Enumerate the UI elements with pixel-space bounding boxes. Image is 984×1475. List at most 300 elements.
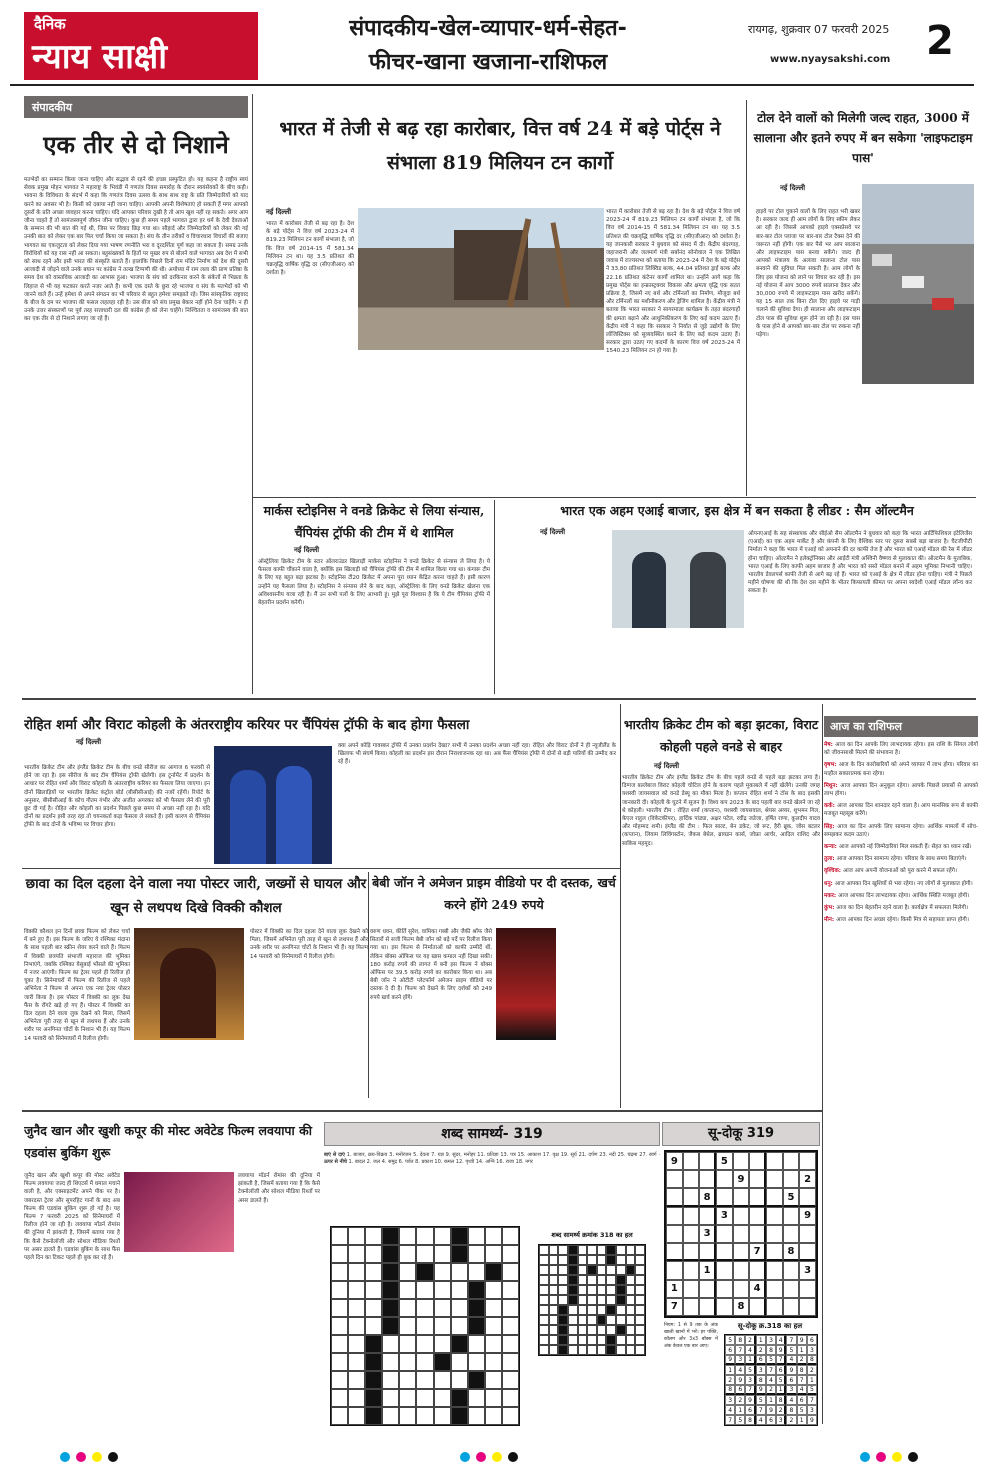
sudoku-solution-cell: 1 [735,1405,745,1415]
sudoku-solution-cell: 8 [735,1335,745,1345]
crossword-cell[interactable] [416,1317,433,1335]
crossword-cell[interactable] [434,1371,451,1389]
crossword-solution-cell [626,1275,636,1285]
page-number: 2 [926,18,954,64]
sudoku-cell[interactable] [799,1188,816,1206]
crossword-cell[interactable] [485,1263,502,1281]
crossword-grid[interactable] [330,1226,520,1426]
crossword-cell[interactable] [416,1371,433,1389]
crossword-cell[interactable] [502,1227,519,1245]
sudoku-cell[interactable] [766,1207,783,1225]
sudoku-cell[interactable] [666,1188,683,1206]
crossword-cell[interactable] [331,1281,348,1299]
sudoku-cell[interactable] [716,1261,733,1279]
toll-body: हाइवे पर टोल चुकाने वालों के लिए राहत भरी खबर है। सरकार जल्द ही आम लोगों के लिए स्कीम लेकर आ रही है। जिससे आपको हाइवे एक्सप्रेसवे पर बार-बार टोल प्लाजा पर बार-बार टोल टैक्स देने की जरूरत नहीं होगी। एक बार पैसे भर आप सालाना और लाइफटाइम पास बनवा सकेंगे। जल्द ही आपको मंत्रालय के अलावा सालाना टोल पास बनवाने की सुविधा मिल सकती है। आम लोगों के लिए इस योजना को लाने पर विचार कर रही है। इस नई योजना में आप 3000 रुपये सालाना देकर और 30,000 रुपये में लाइफटाइम पास खरीद सकेंगे। यह 15 साल तक बिना टोल दिए हाइवे पर गाड़ी चलाने की सुविधा देगा। ही सालाना और लाइफटाइम टोल पास की सुविधा शुरू होने जा रही है। इस पास के पास होने से आपको बार-बार टोल पर रुकना नहीं पड़ेगा। [756,209,860,339]
divider-row2 [22,698,976,700]
sudoku-cell[interactable] [733,1152,750,1170]
crossword-cell[interactable] [434,1299,451,1317]
sudoku-cell[interactable] [683,1225,700,1243]
crossword-cell[interactable] [434,1245,451,1263]
crossword-cell[interactable] [365,1317,382,1335]
crossword-cell[interactable] [451,1371,468,1389]
crossword-solution-cell [558,1275,568,1285]
crossword-cell[interactable] [382,1371,399,1389]
crossword-cell[interactable] [434,1389,451,1407]
crossword-cell[interactable] [485,1281,502,1299]
header-rule [10,84,974,86]
crossword-cell[interactable] [331,1353,348,1371]
sudoku-solution-cell: 9 [745,1395,755,1405]
crossword-cell[interactable] [485,1299,502,1317]
crossword-solution-cell [578,1325,588,1335]
crossword-cell[interactable] [331,1245,348,1263]
crossword-cell[interactable] [399,1245,416,1263]
sudoku-cell[interactable]: 2 [799,1170,816,1188]
sudoku-solution-cell: 4 [797,1385,807,1395]
crossword-cell[interactable] [365,1299,382,1317]
sudoku-cell[interactable] [683,1170,700,1188]
sudoku-cell[interactable] [733,1280,750,1298]
crossword-solution-cell [539,1315,549,1325]
crossword-cell[interactable] [331,1389,348,1407]
sudoku-cell[interactable] [699,1170,716,1188]
sudoku-cell[interactable] [733,1261,750,1279]
sudoku-solution-cell: 2 [725,1375,735,1385]
sudoku-solution-cell: 4 [786,1395,796,1405]
crossword-cell[interactable] [502,1389,519,1407]
rashifal-item [824,843,978,851]
divider-stoinis-ai [494,500,495,694]
crossword-cell[interactable] [348,1281,365,1299]
crossword-cell[interactable] [416,1281,433,1299]
sudoku-cell[interactable] [766,1280,783,1298]
sudoku-cell[interactable] [749,1152,766,1170]
crossword-cell[interactable] [502,1353,519,1371]
sudoku-solution-cell: 7 [745,1385,755,1395]
chhaava-poster [134,928,244,1040]
sudoku-cell[interactable]: 9 [733,1170,750,1188]
crossword-cell[interactable] [502,1281,519,1299]
sudoku-solution-cell: 8 [745,1415,755,1425]
crossword-cell[interactable] [382,1299,399,1317]
crossword-cell[interactable] [348,1299,365,1317]
ai-city: नई दिल्ली [540,528,566,536]
sudoku-cell[interactable]: 4 [749,1280,766,1298]
crossword-solution-cell [587,1265,597,1275]
crossword-solution-cell [558,1245,568,1255]
crossword-cell[interactable] [365,1353,382,1371]
sudoku-cell[interactable]: 7 [666,1298,683,1316]
crossword-cell[interactable] [434,1263,451,1281]
crossword-cell[interactable] [365,1389,382,1407]
sudoku-cell[interactable] [749,1261,766,1279]
sudoku-cell[interactable] [699,1243,716,1261]
sudoku-solution-cell: 3 [745,1375,755,1385]
crossword-cell[interactable] [468,1245,485,1263]
crossword-cell[interactable] [399,1299,416,1317]
sudoku-solution-cell: 3 [766,1335,776,1345]
crossword-cell[interactable] [416,1245,433,1263]
sudoku-solution-cell: 7 [807,1395,817,1405]
crossword-cell[interactable] [365,1407,382,1425]
crossword-solution-cell [606,1335,616,1345]
ai-article [500,500,974,692]
crossword-cell[interactable] [434,1317,451,1335]
crossword-cell[interactable] [451,1353,468,1371]
crossword-solution-cell [597,1325,607,1335]
crossword-cell[interactable] [468,1227,485,1245]
crossword-solution-cell [578,1285,588,1295]
crossword-cell[interactable] [485,1353,502,1371]
sudoku-cell[interactable]: 5 [716,1152,733,1170]
crossword-solution-cell [568,1275,578,1285]
sudoku-cell[interactable] [799,1280,816,1298]
crossword-cell[interactable] [365,1263,382,1281]
crossword-cell[interactable] [348,1227,365,1245]
virat-injury-article [622,714,820,1108]
rashifal-item [824,761,978,777]
crossword-solution-cell [558,1285,568,1295]
crossword-cell[interactable] [468,1407,485,1425]
crossword-cell[interactable] [416,1299,433,1317]
sudoku-cell[interactable] [783,1225,800,1243]
sudoku-solution-grid [724,1334,818,1426]
rashifal-sign: मिथुन: [824,782,841,789]
sudoku-cell[interactable] [733,1225,750,1243]
crossword-cell[interactable] [365,1335,382,1353]
sudoku-cell[interactable] [699,1152,716,1170]
sudoku-cell[interactable] [783,1170,800,1188]
sudoku-cell[interactable] [783,1280,800,1298]
crossword-solution-cell [558,1295,568,1305]
sudoku-cell[interactable]: 3 [799,1261,816,1279]
crossword-cell[interactable] [485,1407,502,1425]
sudoku-cell[interactable] [766,1152,783,1170]
sudoku-solution-cell: 5 [807,1385,817,1395]
crossword-solution-cell [587,1285,597,1295]
sudoku-solution-cell: 7 [725,1415,735,1425]
crossword-cell[interactable] [468,1317,485,1335]
crossword-cell[interactable] [468,1353,485,1371]
crossword-cell[interactable] [348,1371,365,1389]
crossword-cell[interactable] [331,1407,348,1425]
sudoku-cell[interactable] [716,1170,733,1188]
crossword-solution-cell [587,1325,597,1335]
crossword-cell[interactable] [468,1335,485,1353]
sudoku-solution-cell: 4 [745,1345,755,1355]
crossword-cell[interactable] [331,1299,348,1317]
sudoku-cell[interactable] [783,1261,800,1279]
sudoku-cell[interactable] [683,1207,700,1225]
crossword-cell[interactable] [365,1371,382,1389]
sudoku-cell[interactable] [683,1188,700,1206]
rohit-body: भारतीय क्रिकेट टीम और इंग्लैंड क्रिकेट टीम के बीच वनडे सीरीज का आगाज 6 फरवरी से होने जा रहा है। इस सीरीज के बाद टीम चैंपियंस ट्रॉफी खेलेगी। इस टूर्नामेंट में प्रदर्शन के आधार पर रोहित शर्मा और विराट कोहली के अंतरराष्ट्रीय करियर का फैसला लिया जाएगा। इन दोनों खिलाड़ियों पर भारतीय क्रिकेट कंट्रोल बोर्ड (बीसीसीआई) की नजरें रहेंगी। रिपोर्ट के अनुसार, बीसीसीआई के कोच गौतम गंभीर और अजीत अगरकर को भी फैसला लेने की पूरी छूट दी गई है। रोहित और कोहली का प्रदर्शन पिछले कुछ समय से अच्छा नहीं रहा है। यदि दोनों का प्रदर्शन इसी तरह रहा तो चयनकर्ता कड़ा फैसला ले सकते हैं। इसी कारण से चैंपियंस ट्रॉफी के बाद दोनों के भविष्य पर विचार होगा। [24,765,210,829]
crossword-solution-cell [626,1245,636,1255]
stoinis-body: ऑस्ट्रेलिया क्रिकेट टीम के स्टार ऑलराउंडर खिलाड़ी मार्कस स्टोइनिस ने वनडे क्रिकेट से संन्यास ले लिया है। ये फैसला काफी चौंकाने वाला है, क्योंकि इस खिलाड़ी को चैंपियंस ट्रॉफी की टीम में शामिल किया गया था। कंगारू टीम के लिए यह बहुत बड़ा झटका है। स्टोइनिस टी20 क्रिकेट में अपना पूरा ध्यान केंद्रित करना चाहते हैं। इसी कारण उन्होंने यह फैसला लिया है। स्टोइनिस ने संन्यास लेने के बाद कहा, ऑस्ट्रेलिया के लिए वनडे क्रिकेट खेलना एक अविश्वसनीय यात्रा रही है। मैं उन सभी पलों के लिए आभारी हूं। मुझे पूरा विश्वास है कि ये टीम चैंपियंस ट्रॉफी में बेहतरीन प्रदर्शन करेगी। [258,559,490,607]
sudoku-cell[interactable] [799,1298,816,1316]
crossword-cell[interactable] [399,1353,416,1371]
crossword-cell[interactable] [331,1227,348,1245]
sudoku-solution-cell: 2 [735,1395,745,1405]
rashifal-item [824,880,978,888]
crossword-cell[interactable] [365,1227,382,1245]
sudoku-solution-cell: 1 [776,1385,786,1395]
sudoku-cell[interactable] [799,1225,816,1243]
sudoku-title: सू-दोकू 319 [707,1126,775,1141]
sudoku-cell[interactable]: 8 [733,1298,750,1316]
crossword-cell[interactable] [382,1263,399,1281]
sudoku-cell[interactable] [766,1188,783,1206]
sudoku-cell[interactable] [749,1298,766,1316]
sudoku-cell[interactable]: 1 [699,1261,716,1279]
stoinis-headline: मार्कस स्टोइनिस ने वनडे क्रिकेट से लिया संन्यास, चैंपियंस ट्रॉफी की टीम में थे शामिल [263,503,485,540]
crossword-cell[interactable] [502,1299,519,1317]
sudoku-cell[interactable] [716,1225,733,1243]
crossword-cell[interactable] [502,1407,519,1425]
crossword-cell[interactable] [399,1335,416,1353]
crossword-cell[interactable] [348,1317,365,1335]
crossword-solution-cell [578,1265,588,1275]
crossword-cell[interactable] [382,1227,399,1245]
crossword-cell[interactable] [348,1389,365,1407]
crossword-cell[interactable] [502,1245,519,1263]
rashifal-list [824,741,978,924]
sudoku-solution-cell: 6 [776,1365,786,1375]
sudoku-cell[interactable]: 8 [783,1243,800,1261]
crossword-cell[interactable] [502,1317,519,1335]
crossword-solution-cell [616,1305,626,1315]
crossword-cell[interactable] [331,1263,348,1281]
crossword-cell[interactable] [468,1299,485,1317]
crossword-cell[interactable] [348,1335,365,1353]
crossword-solution-cell [539,1305,549,1315]
crossword-solution-cell [606,1325,616,1335]
sudoku-solution-cell: 5 [735,1415,745,1425]
sudoku-cell[interactable] [683,1298,700,1316]
sudoku-cell[interactable]: 3 [699,1225,716,1243]
crossword-cell[interactable] [416,1227,433,1245]
sudoku-cell[interactable] [666,1225,683,1243]
sudoku-cell[interactable]: 7 [749,1243,766,1261]
sudoku-cell[interactable]: 8 [699,1188,716,1206]
sudoku-cell[interactable]: 9 [799,1207,816,1225]
crossword-solution-cell [568,1265,578,1275]
sudoku-cell[interactable] [749,1225,766,1243]
sudoku-cell[interactable] [783,1152,800,1170]
sudoku-cell[interactable]: 9 [666,1152,683,1170]
crossword-solution-cell [539,1275,549,1285]
crossword-solution-cell [616,1295,626,1305]
sudoku-solution-cell: 6 [735,1385,745,1395]
sudoku-cell[interactable] [666,1170,683,1188]
ai-headline: भारत एक अहम एआई बाजार, इस क्षेत्र में बन सकता है लीडर : सैम ऑल्टमैन [560,503,914,518]
crossword-solution-cell [539,1345,549,1355]
crossword-cell[interactable] [331,1371,348,1389]
crossword-cell[interactable] [451,1335,468,1353]
website-link[interactable]: www.nyaysakshi.com [770,54,891,65]
crossword-cell[interactable] [434,1335,451,1353]
crossword-cell[interactable] [382,1245,399,1263]
crossword-solution-cell [539,1265,549,1275]
sudoku-cell[interactable]: 1 [666,1280,683,1298]
crossword-cell[interactable] [399,1227,416,1245]
crossword-solution-cell [587,1245,597,1255]
crossword-solution-cell [558,1255,568,1265]
crossword-cell[interactable] [434,1353,451,1371]
sudoku-cell[interactable] [749,1207,766,1225]
crossword-cell[interactable] [382,1317,399,1335]
crossword-cell[interactable] [399,1281,416,1299]
sudoku-cell[interactable] [733,1207,750,1225]
crossword-cell[interactable] [382,1335,399,1353]
rohit-body-right: क्या अपने कोड़ि गावस्कर ट्रॉफी में उनका प्रदर्शन देखा? सभी में उनका प्रदर्शन अच्छा नहीं रहा। रोहित और विराट दोनों ने ही न्यूजीलैंड के खिलाफ भी संघर्ष किया। कोहली का प्रदर्शन इस दौरान निराशाजनक रहा था। अब फैंस चैंपियंस ट्रॉफी में दोनों से बड़ी पारियों की उम्मीद कर रहे हैं। [338,743,616,766]
sudoku-cell[interactable] [683,1261,700,1279]
crossword-cell[interactable] [331,1317,348,1335]
crossword-cell[interactable] [468,1281,485,1299]
sudoku-cell[interactable] [699,1207,716,1225]
crossword-cell[interactable] [451,1389,468,1407]
sudoku-solution-cell: 5 [745,1365,755,1375]
crossword-solution-cell [606,1255,616,1265]
sudoku-cell[interactable] [699,1280,716,1298]
crossword-solution-cell [587,1275,597,1285]
crossword-cell[interactable] [451,1299,468,1317]
crossword-cell[interactable] [485,1335,502,1353]
crossword-cell[interactable] [416,1353,433,1371]
crossword-solution-cell [539,1295,549,1305]
crossword-cell[interactable] [382,1407,399,1425]
crossword-cell[interactable] [485,1245,502,1263]
crossword-cell[interactable] [468,1371,485,1389]
crossword-solution-cell [635,1285,645,1295]
crossword-cell[interactable] [365,1245,382,1263]
sudoku-cell[interactable]: 5 [783,1188,800,1206]
crossword-cell[interactable] [348,1407,365,1425]
crossword-cell[interactable] [451,1317,468,1335]
sudoku-cell[interactable] [766,1298,783,1316]
crossword-cell[interactable] [434,1227,451,1245]
sudoku-cell[interactable] [683,1243,700,1261]
sudoku-cell[interactable] [666,1207,683,1225]
crossword-cell[interactable] [502,1335,519,1353]
sudoku-cell[interactable] [716,1243,733,1261]
crossword-cell[interactable] [348,1353,365,1371]
crossword-cell[interactable] [382,1281,399,1299]
sudoku-cell[interactable] [799,1152,816,1170]
crossword-cell[interactable] [331,1335,348,1353]
stoinis-article [258,500,490,692]
crossword-cell[interactable] [348,1263,365,1281]
stoinis-city: नई दिल्ली [294,546,320,554]
crossword-cell[interactable] [451,1245,468,1263]
sudoku-cell[interactable] [699,1298,716,1316]
sudoku-cell[interactable] [766,1225,783,1243]
sudoku-cell[interactable]: 3 [716,1207,733,1225]
crossword-solution-cell [578,1345,588,1355]
crossword-cell[interactable] [416,1407,433,1425]
crossword-solution-cell [568,1295,578,1305]
crossword-cell[interactable] [451,1227,468,1245]
crossword-cell[interactable] [485,1317,502,1335]
crossword-cell[interactable] [365,1281,382,1299]
sudoku-cell[interactable] [683,1280,700,1298]
crossword-cell[interactable] [502,1263,519,1281]
crossword-cell[interactable] [468,1263,485,1281]
sudoku-cell[interactable] [766,1243,783,1261]
sudoku-cell[interactable] [733,1243,750,1261]
crossword-cell[interactable] [399,1317,416,1335]
sudoku-cell[interactable] [749,1188,766,1206]
sudoku-cell[interactable] [683,1152,700,1170]
editorial-title: एक तीर से दो निशाने [43,130,229,159]
crossword-cell[interactable] [451,1407,468,1425]
sudoku-solution-cell: 8 [797,1365,807,1375]
crossword-cell[interactable] [382,1389,399,1407]
crossword-cell[interactable] [468,1389,485,1407]
crossword-cell[interactable] [416,1335,433,1353]
crossword-cell[interactable] [416,1389,433,1407]
sudoku-cell[interactable] [783,1207,800,1225]
sudoku-cell[interactable] [733,1188,750,1206]
crossword-cell[interactable] [485,1227,502,1245]
crossword-cell[interactable] [399,1263,416,1281]
crossword-solution-cell [549,1255,559,1265]
sudoku-cell[interactable] [716,1298,733,1316]
crossword-cell[interactable] [399,1389,416,1407]
rashifal-text: आज आप अपनी योजनाओं को पूरा करने में सफल रहेंगे। [842,868,957,875]
sudoku-cell[interactable] [766,1170,783,1188]
crossword-cell[interactable] [434,1407,451,1425]
editorial-label-text: संपादकीय [32,101,73,114]
sudoku-solution-cell: 9 [797,1335,807,1345]
crossword-cell[interactable] [399,1407,416,1425]
crossword-solution-cell [578,1255,588,1265]
crossword-cell[interactable] [485,1371,502,1389]
crossword-cell[interactable] [416,1263,433,1281]
crossword-cell[interactable] [502,1371,519,1389]
crossword-solution-cell [549,1295,559,1305]
divider-row4 [22,1110,822,1112]
sudoku-grid[interactable] [664,1150,818,1318]
crossword-cell[interactable] [399,1371,416,1389]
sudoku-solution-cell: 4 [735,1365,745,1375]
crossword-cell[interactable] [451,1281,468,1299]
crossword-solution-cell [587,1255,597,1265]
rashifal-text: आज का दिन आपके लिए सामान्य रहेगा। आर्थिक मामलों में सोच-समझकर कदम उठाएं। [824,823,978,838]
crossword-solution-cell [635,1265,645,1275]
crossword-cell[interactable] [485,1389,502,1407]
sudoku-solution-cell: 6 [807,1335,817,1345]
sudoku-cell[interactable] [666,1243,683,1261]
sudoku-cell[interactable] [666,1261,683,1279]
sudoku-cell[interactable] [716,1280,733,1298]
crossword-solution-cell [568,1345,578,1355]
crossword-cell[interactable] [382,1353,399,1371]
sudoku-solution-cell: 2 [776,1405,786,1415]
sudoku-cell[interactable] [749,1170,766,1188]
crossword-cell[interactable] [348,1245,365,1263]
crossword-solution-cell [597,1255,607,1265]
crossword-cell[interactable] [434,1281,451,1299]
crossword-cell[interactable] [451,1263,468,1281]
divider-virat-rashifal [822,704,823,1424]
sudoku-cell[interactable] [766,1261,783,1279]
sudoku-cell[interactable] [783,1298,800,1316]
rashifal-sign: कन्या: [824,844,839,851]
sudoku-cell[interactable] [799,1243,816,1261]
sudoku-cell[interactable] [716,1188,733,1206]
sudoku-solution-cell: 4 [756,1415,766,1425]
